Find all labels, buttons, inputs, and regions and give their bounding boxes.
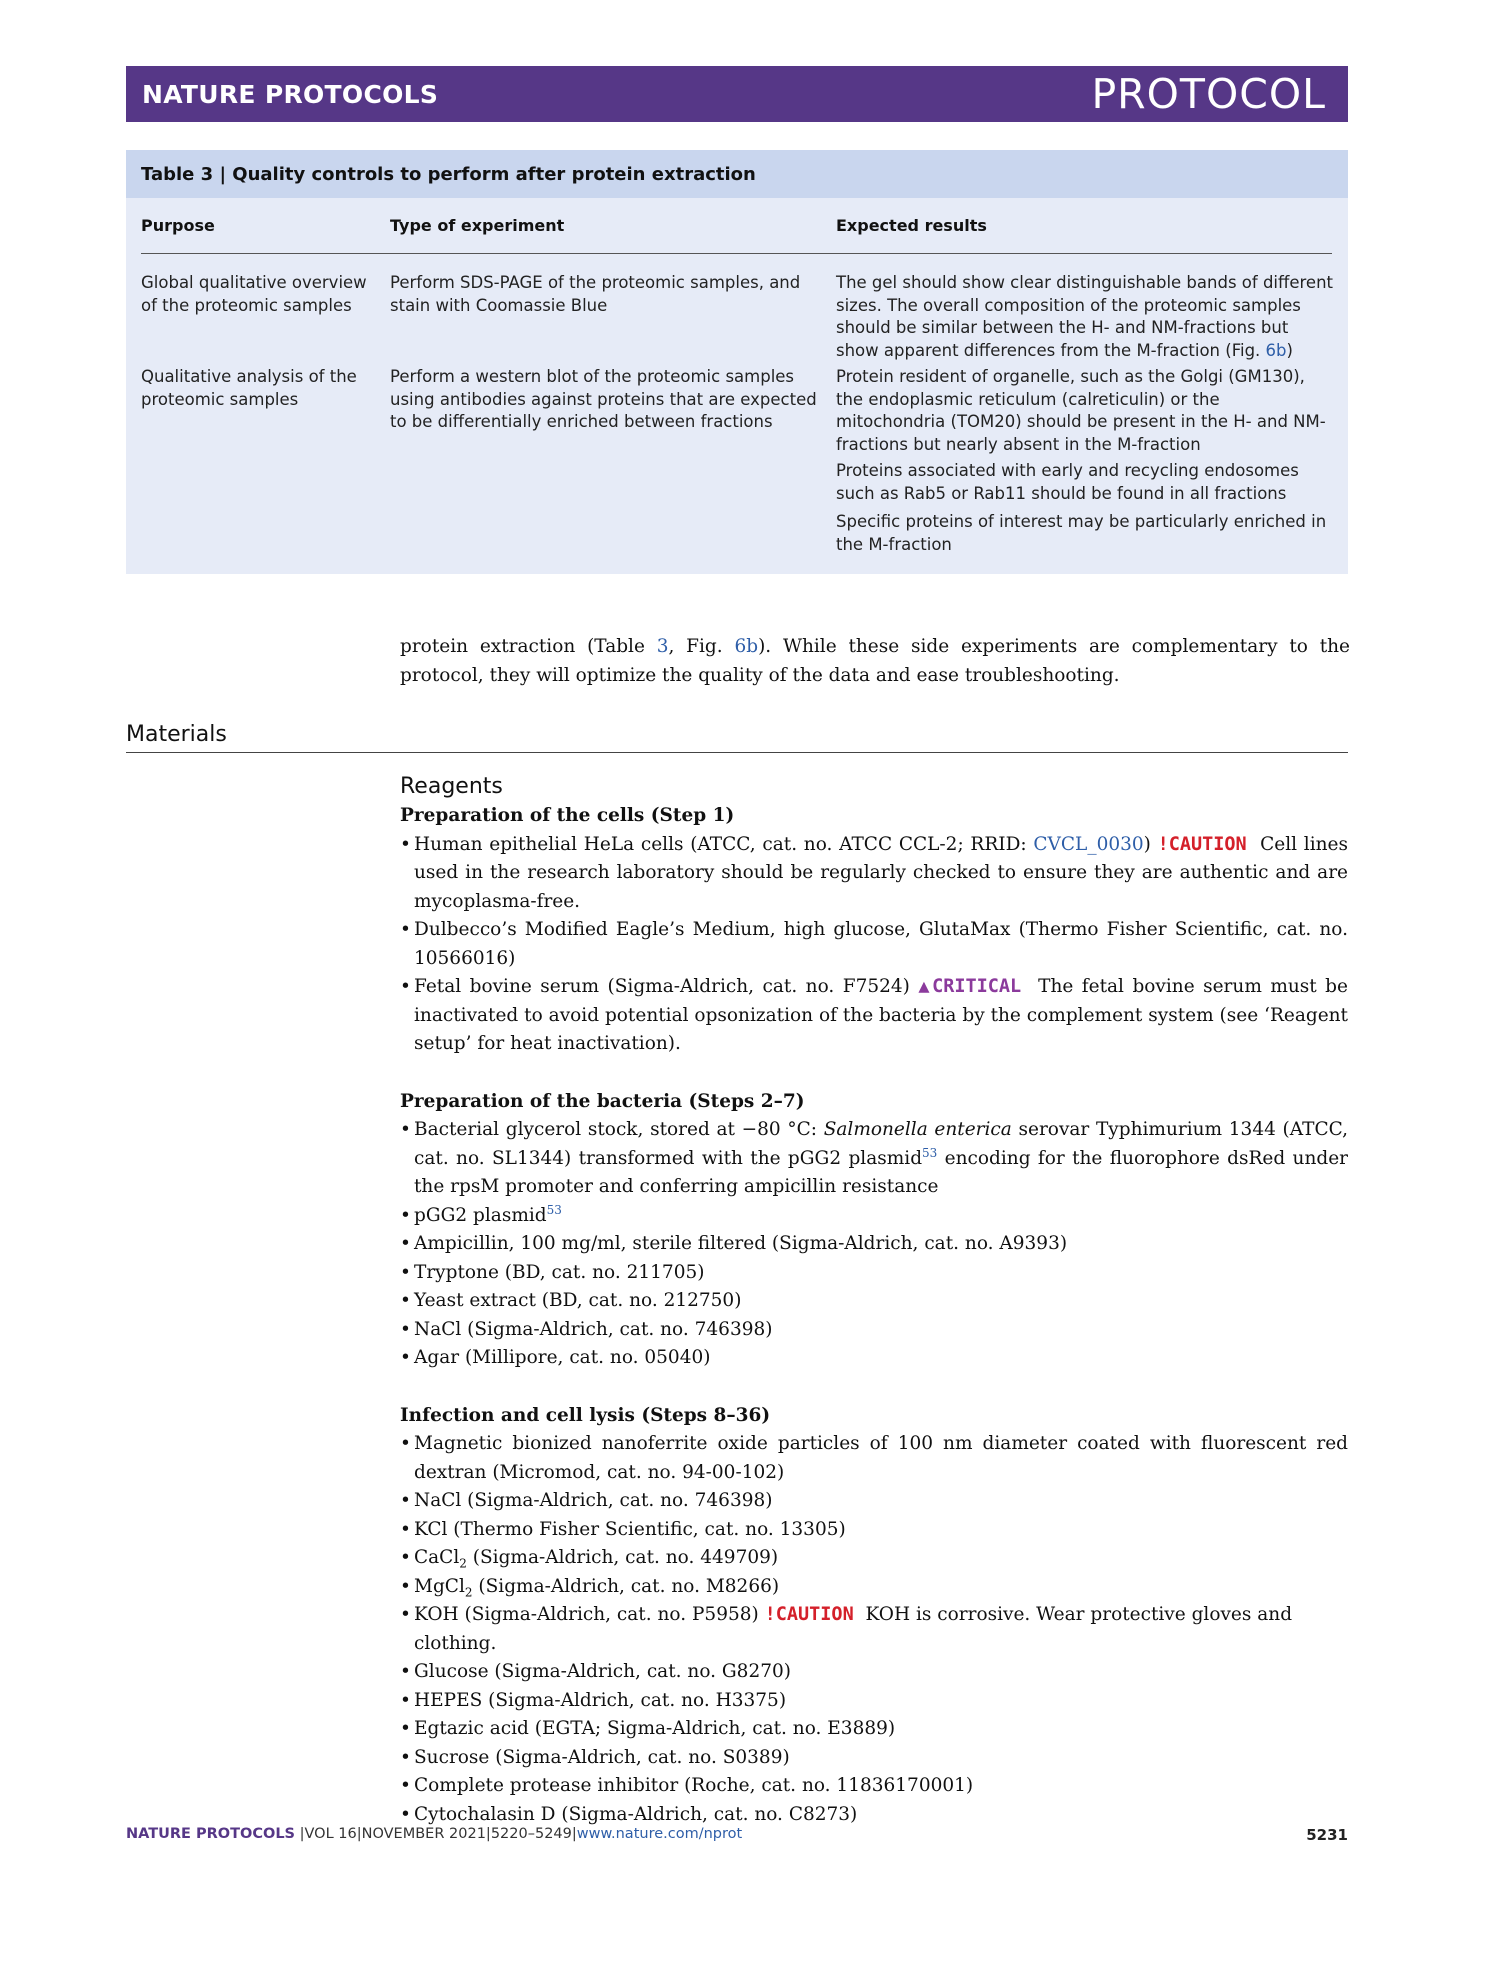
group-title-cells: Preparation of the cells (Step 1) [400, 805, 735, 826]
result-text: The gel should show clear distinguishable bands of different sizes. The overall composition of the proteomic samples should be similar between the H- and NM-fractions but show apparent differences from the M-fraction (Fig. [836, 273, 1334, 360]
list-item: • Glucose (Sigma-Aldrich, cat. no. G8270) [400, 1658, 1348, 1687]
infection-list [400, 1430, 1348, 1829]
article-type: PROTOCOL [1091, 70, 1326, 118]
section-rule [126, 752, 1348, 753]
list-item: • NaCl (Sigma-Aldrich, cat. no. 746398) [400, 1316, 1348, 1345]
item-text: Bacterial glycerol stock, stored at −80 °C: [414, 1119, 824, 1140]
figure-link[interactable]: 6b [1265, 340, 1287, 360]
reference-link[interactable]: 53 [546, 1202, 562, 1217]
item-text: KOH (Sigma-Aldrich, cat. no. P5958) [414, 1604, 759, 1625]
footer-date: NOVEMBER 2021 [361, 1826, 486, 1842]
list-item [400, 1573, 1348, 1602]
reagents-subheading: Reagents [400, 774, 503, 799]
bacteria-list [400, 1116, 1348, 1373]
list-item: • Magnetic bionized nanoferrite oxide particles of 100 nm diameter coated with fluorescent red dextran (Micromod, cat. no. 94-00-102) [400, 1430, 1348, 1487]
item-text: Human epithelial HeLa cells (ATCC, cat. no. ATCC CCL-2; RRID: [414, 833, 1034, 855]
row-2-experiment: Perform a western blot of the proteomic samples using antibodies against proteins that are expected to be differentially enriched between fractions [390, 367, 817, 431]
table-caption-bar [126, 150, 1348, 198]
caution-label: !CAUTION [1157, 833, 1247, 855]
footer-volume: VOL 16 [304, 1826, 357, 1842]
group-title-bacteria: Preparation of the bacteria (Steps 2–7) [400, 1090, 805, 1112]
item-text: CaCl [414, 1547, 460, 1568]
row-2-result-2: Proteins associated with early and recycling endosomes such as Rab5 or Rab11 should be found in all fractions [836, 461, 1299, 503]
list-item: • KCl (Thermo Fisher Scientific, cat. no. 13305) [400, 1516, 1348, 1545]
item-text: (Sigma-Aldrich, cat. no. 449709) [466, 1547, 779, 1568]
column-header-purpose: Purpose [141, 216, 215, 235]
critical-text: The fetal bovine serum must be inactivated to avoid potential opsonization of the bacteria by the complement system (see ‘Reagent setup’ for heat inactivation). [414, 976, 1348, 1054]
list-item [400, 1202, 1348, 1231]
section-title: Materials [126, 722, 227, 747]
list-item: • Complete protease inhibitor (Roche, cat. no. 11836170001) [400, 1772, 1348, 1801]
list-item: • NaCl (Sigma-Aldrich, cat. no. 746398) [400, 1487, 1348, 1516]
list-item: • Tryptone (BD, cat. no. 211705) [400, 1259, 1348, 1288]
row-1-result-1 [836, 272, 1334, 362]
row-1-experiment: Perform SDS-PAGE of the proteomic samples, and stain with Coomassie Blue [390, 273, 801, 315]
list-item: • Sucrose (Sigma-Aldrich, cat. no. S0389) [400, 1744, 1348, 1773]
list-item: • Cytochalasin D (Sigma-Aldrich, cat. no. C8273) [400, 1801, 1348, 1830]
group-title-infection: Infection and cell lysis (Steps 8–36) [400, 1404, 771, 1426]
footer-pages: 5220–5249 [490, 1826, 572, 1842]
list-item [400, 1601, 1348, 1658]
result-text-tail: ) [1286, 340, 1293, 360]
list-item: • HEPES (Sigma-Aldrich, cat. no. H3375) [400, 1687, 1348, 1716]
journal-name: NATURE PROTOCOLS [142, 80, 439, 109]
list-item [400, 831, 1348, 917]
item-text: serovar Typhimurium 1344 (ATCC, cat. no. SL1344) transformed with the pGG2 plasmid [414, 1119, 1348, 1169]
page-footer [126, 1826, 1348, 1842]
rrid-link[interactable]: CVCL_0030 [1033, 833, 1144, 855]
row-1-purpose: Global qualitative overview of the proteomic samples [141, 273, 367, 315]
footer-separator: | [485, 1826, 491, 1842]
column-header-results: Expected results [836, 216, 987, 235]
table-caption-text: Quality controls to perform after protein extraction [232, 164, 756, 185]
species-name: Salmonella enterica [823, 1119, 1012, 1140]
reference-link[interactable]: 53 [922, 1145, 938, 1160]
list-item [400, 1116, 1348, 1202]
list-item: • Yeast extract (BD, cat. no. 212750) [400, 1287, 1348, 1316]
footer-separator: | [571, 1826, 577, 1842]
intro-text-end: ). While these side experiments are complementary to the protocol, they will optimize the quality of the data and ease troubleshooting. [400, 636, 1350, 686]
item-text: ) [1143, 833, 1151, 855]
caution-label: !CAUTION [764, 1604, 854, 1625]
critical-label: ▲CRITICAL [918, 976, 1022, 997]
item-text: Fetal bovine serum (Sigma-Aldrich, cat. no. F7524) [414, 976, 910, 997]
caution-text: Cell lines used in the research laboratory should be regularly checked to ensure they are authentic and are mycoplasma-free. [414, 833, 1348, 912]
subscript: 2 [459, 1556, 467, 1571]
item-text: pGG2 plasmid [414, 1204, 547, 1226]
caution-text: KOH is corrosive. Wear protective gloves and clothing. [414, 1604, 1293, 1654]
list-item: • Ampicillin, 100 mg/ml, sterile filtered (Sigma-Aldrich, cat. no. A9393) [400, 1230, 1348, 1259]
footer-separator: | [299, 1826, 305, 1842]
materials-content [400, 772, 1348, 1829]
footer-url-link[interactable]: www.nature.com/nprot [576, 1826, 743, 1842]
subscript: 2 [464, 1585, 473, 1600]
intro-paragraph [400, 632, 1350, 690]
column-header-experiment: Type of experiment [390, 216, 565, 235]
header-rule [141, 253, 1332, 254]
list-item: • Egtazic acid (EGTA; Sigma-Aldrich, cat. no. E3889) [400, 1715, 1348, 1744]
table-link[interactable]: 3 [656, 636, 669, 657]
cells-list [400, 831, 1348, 1059]
row-2-result-1: Protein resident of organelle, such as the Golgi (GM130), the endoplasmic reticulum (calreticulin) or the mitochondria (TOM20) should be present in the H- and NM-fractions but nearly absent in the M-fraction [836, 367, 1326, 454]
row-2-purpose: Qualitative analysis of the proteomic samples [141, 367, 357, 409]
table-caption [141, 164, 756, 185]
list-item: • Agar (Millipore, cat. no. 05040) [400, 1344, 1348, 1373]
table-label: Table 3 [141, 164, 214, 185]
item-text: MgCl [414, 1575, 465, 1597]
intro-text-mid: , Fig. [668, 636, 735, 657]
quality-control-table [126, 150, 1348, 574]
footer-separator: | [356, 1826, 362, 1842]
item-text: encoding for the fluorophore dsRed under the rpsM promoter and conferring ampicillin resistance [414, 1147, 1349, 1197]
table-caption-separator: | [213, 164, 233, 185]
page-number: 5231 [1306, 1826, 1348, 1844]
footer-journal: NATURE PROTOCOLS [126, 1826, 296, 1842]
item-text: (Sigma-Aldrich, cat. no. M8266) [472, 1575, 780, 1597]
list-item: • Dulbecco’s Modified Eagle’s Medium, high glucose, GlutaMax (Thermo Fisher Scientific, cat. no. 10566016) [400, 916, 1348, 973]
list-item [400, 1544, 1348, 1573]
intro-text: protein extraction (Table [400, 636, 657, 657]
row-2-result-3: Specific proteins of interest may be particularly enriched in the M-fraction [836, 512, 1327, 554]
list-item [400, 973, 1348, 1059]
journal-header-bar [126, 66, 1348, 122]
figure-link[interactable]: 6b [734, 636, 759, 657]
